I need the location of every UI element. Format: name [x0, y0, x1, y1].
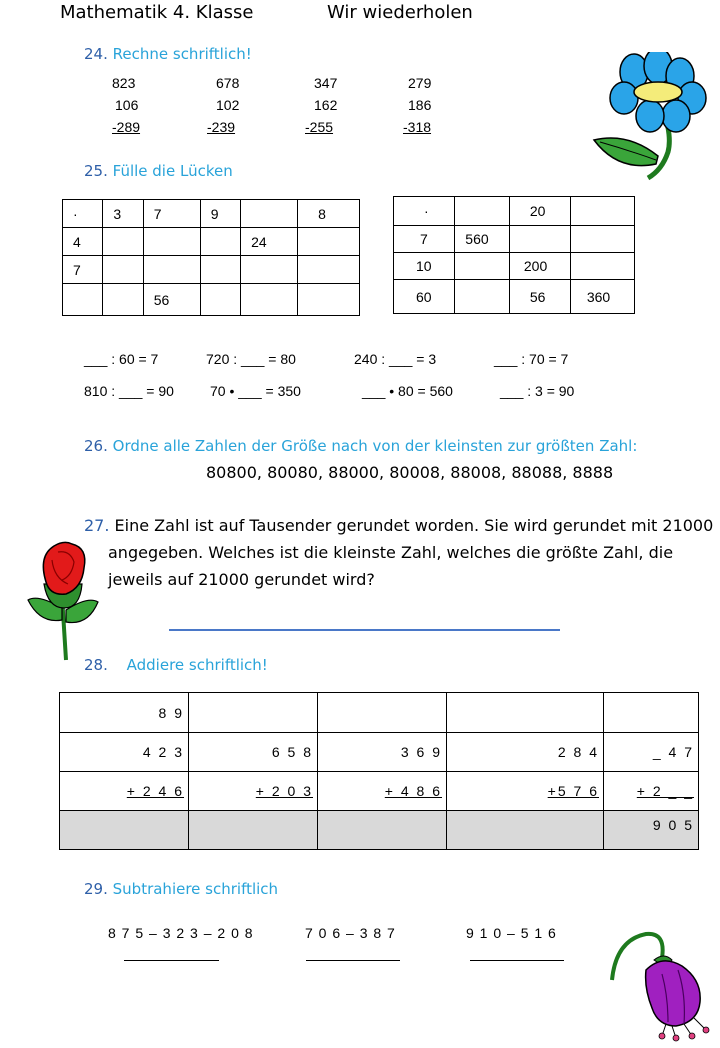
- equation: ___ : 60 = 7: [84, 351, 159, 367]
- t1-cell: 56: [143, 284, 200, 316]
- add-cell-text: + 2 _ _: [636, 783, 694, 799]
- add-cell-text: + 2 0 3: [255, 783, 313, 799]
- add-result-cell[interactable]: [447, 811, 604, 850]
- t2-cell: 10: [394, 253, 455, 280]
- t24-c2-b: 102: [216, 97, 240, 113]
- task-27-text-1: Eine Zahl ist auf Tausender gerundet worden. Sie wird gerundet mit 21000: [114, 516, 714, 535]
- add-result-cell: 9 0 5: [604, 811, 699, 850]
- equation: ___ • 80 = 560: [362, 383, 453, 399]
- equation: 720 : ___ = 80: [206, 351, 296, 367]
- t1-cell: [241, 200, 298, 228]
- t1-cell: [200, 284, 240, 316]
- t24-c4-a: 279: [408, 75, 432, 91]
- t2-cell: 560: [455, 226, 510, 253]
- t2-cell: ·: [394, 197, 455, 226]
- t1-cell: [63, 284, 103, 316]
- add-cell: 2 8 4: [447, 733, 604, 772]
- add-cell: [189, 772, 318, 811]
- answer-line[interactable]: [124, 960, 219, 961]
- t2-cell: 60: [394, 280, 455, 314]
- t1-cell: [298, 256, 360, 284]
- t1-cell: [103, 228, 143, 256]
- t2-cell: [455, 253, 510, 280]
- task-27-line-3: jeweils auf 21000 gerundet wird?: [108, 570, 375, 589]
- t24-c3-c: -255: [305, 119, 334, 135]
- t1-cell: [103, 284, 143, 316]
- t24-c1-c: -289: [112, 119, 141, 135]
- number-list: 80800, 80080, 88000, 80008, 88008, 88088, 8888: [206, 463, 614, 482]
- add-cell: [60, 772, 189, 811]
- t1-cell: ·: [63, 200, 103, 228]
- add-result-cell[interactable]: [189, 811, 318, 850]
- red-rose-image: [18, 538, 100, 662]
- add-cell-text: + 4 8 6: [384, 783, 442, 799]
- t1-cell: [241, 256, 298, 284]
- t2-cell: 56: [509, 280, 570, 314]
- t2-cell: [570, 226, 634, 253]
- task-25-heading: [84, 162, 233, 180]
- t24-c1-a: 823: [112, 75, 136, 91]
- t2-cell: [455, 197, 510, 226]
- task-27-number: 27.: [84, 516, 110, 535]
- t1-cell: 9: [200, 200, 240, 228]
- multiplication-table-1: [62, 199, 360, 316]
- add-cell: _ 4 7: [604, 733, 699, 772]
- blue-flower-image: [588, 52, 708, 182]
- task-24-number: 24.: [84, 45, 108, 63]
- equation: ___ : 70 = 7: [494, 351, 569, 367]
- equation: 240 : ___ = 3: [354, 351, 437, 367]
- t24-col-3: [305, 72, 337, 138]
- t2-cell: 360: [570, 280, 634, 314]
- equation: ___ : 3 = 90: [500, 383, 575, 399]
- task-27-line-1: [84, 516, 713, 535]
- task-28-label: Addiere schriftlich!: [126, 656, 268, 674]
- t2-cell: [570, 253, 634, 280]
- answer-line[interactable]: [169, 629, 560, 631]
- t24-c4-c: -318: [403, 119, 432, 135]
- task-25-number: 25.: [84, 162, 108, 180]
- t2-cell: [509, 226, 570, 253]
- add-cell-text: + 2 4 6: [126, 783, 184, 799]
- t2-cell: 200: [509, 253, 570, 280]
- t1-cell: [298, 228, 360, 256]
- page-subtitle: Wir wiederholen: [327, 2, 473, 23]
- add-cell: [447, 772, 604, 811]
- add-cell: [604, 693, 699, 733]
- add-result-cell[interactable]: [318, 811, 447, 850]
- task-28-heading: [84, 656, 268, 674]
- t24-col-1: [112, 72, 140, 138]
- t2-cell: 7: [394, 226, 455, 253]
- add-cell: [447, 693, 604, 733]
- task-26-heading: [84, 437, 637, 455]
- t24-c3-a: 347: [314, 75, 338, 91]
- t2-cell: [570, 197, 634, 226]
- add-result-cell[interactable]: [60, 811, 189, 850]
- equation: 810 : ___ = 90: [84, 383, 174, 399]
- t1-cell: [241, 284, 298, 316]
- task-25-label: Fülle die Lücken: [112, 162, 233, 180]
- add-cell-text: +5 7 6: [547, 783, 599, 799]
- answer-line[interactable]: [470, 960, 564, 961]
- subtraction-problem: 7 0 6 – 3 8 7: [305, 925, 396, 941]
- t1-cell: [143, 228, 200, 256]
- task-26-label: Ordne alle Zahlen der Größe nach von der kleinsten zur größten Zahl:: [112, 437, 638, 455]
- task-29-label: Subtrahiere schriftlich: [112, 880, 279, 898]
- add-cell: [318, 693, 447, 733]
- task-27-line-2: angegeben. Welches ist die kleinste Zahl, welches die größte Zahl, die: [108, 543, 674, 562]
- add-cell: [318, 772, 447, 811]
- t2-cell: [455, 280, 510, 314]
- t24-c1-b: 106: [115, 97, 139, 113]
- task-29-number: 29.: [84, 880, 108, 898]
- page-title: Mathematik 4. Klasse: [60, 2, 254, 23]
- t24-c4-b: 186: [408, 97, 432, 113]
- t1-cell: [200, 256, 240, 284]
- task-24-label: Rechne schriftlich!: [112, 45, 252, 63]
- answer-line[interactable]: [306, 960, 400, 961]
- equation: 70 • ___ = 350: [210, 383, 301, 399]
- task-29-heading: [84, 880, 278, 898]
- task-24-heading: [84, 45, 252, 63]
- t1-cell: [143, 256, 200, 284]
- multiplication-table-2: [393, 196, 635, 314]
- purple-flower-image: [606, 930, 716, 1042]
- add-cell: 3 6 9: [318, 733, 447, 772]
- t1-cell: 8: [298, 200, 360, 228]
- t24-c2-c: -239: [207, 119, 236, 135]
- subtraction-problem: 8 7 5 – 3 2 3 – 2 0 8: [108, 925, 254, 941]
- t24-col-2: [207, 72, 239, 138]
- add-cell: 8 9: [60, 693, 189, 733]
- add-cell: 6 5 8: [189, 733, 318, 772]
- t1-cell: 3: [103, 200, 143, 228]
- t1-cell: 24: [241, 228, 298, 256]
- add-cell: 4 2 3: [60, 733, 189, 772]
- task-26-number: 26.: [84, 437, 108, 455]
- t24-c3-b: 162: [314, 97, 338, 113]
- t2-cell: 20: [509, 197, 570, 226]
- t1-cell: 7: [63, 256, 103, 284]
- t1-cell: 7: [143, 200, 200, 228]
- t1-cell: 4: [63, 228, 103, 256]
- addition-table: [59, 692, 699, 850]
- t24-col-4: [403, 72, 431, 138]
- add-cell: [189, 693, 318, 733]
- t1-cell: [200, 228, 240, 256]
- t1-cell: [103, 256, 143, 284]
- t1-cell: [298, 284, 360, 316]
- task-28-number: 28.: [84, 656, 108, 674]
- subtraction-problem: 9 1 0 – 5 1 6: [466, 925, 557, 941]
- t24-c2-a: 678: [216, 75, 240, 91]
- add-cell: [604, 772, 699, 811]
